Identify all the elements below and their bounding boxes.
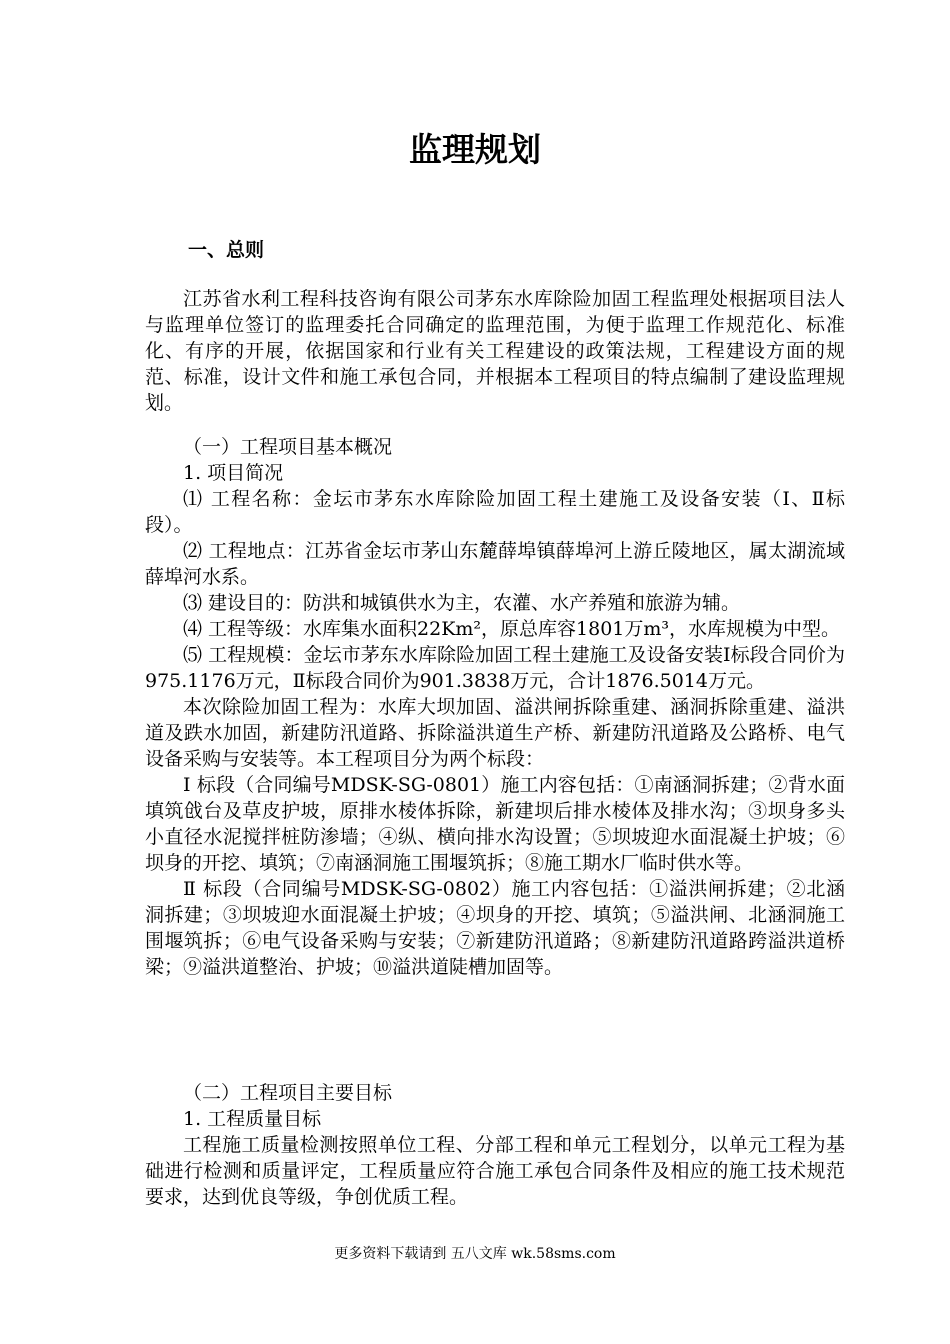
scope-paragraph: 本次除险加固工程为：水库大坝加固、溢洪闸拆除重建、涵洞拆除重建、溢洪道及跌水加固，新建防汛道路、拆除溢洪道生产桥、新建防汛道路及公路桥、电气设备采购与安装等。本工程项目分为两个标段： — [145, 696, 845, 770]
item-project-scale: ⑸ 工程规模：金坛市茅东水库除险加固工程土建施工及设备安装Ⅰ标段合同价为975.1176万元，Ⅱ标段合同价为901.3838万元，合计1876.5014万元。 — [145, 644, 845, 692]
section-one-paragraph: Ⅰ 标段（合同编号MDSK-SG-0801）施工内容包括：①南涵洞拆建；②背水面填筑戗台及草皮护坡，原排水棱体拆除，新建坝后排水棱体及排水沟；③坝身多头小直径水泥搅拌桩防渗墙；④纵、横向排水沟设置；⑤坝坡迎水面混凝土护坡；⑥坝身的开挖、填筑；⑦南涵洞施工围堰筑拆；⑧施工期水厂临时供水等。 — [145, 774, 845, 874]
intro-block — [145, 286, 845, 416]
objectives-block — [145, 1080, 845, 1210]
subsection-heading-overview: （一）工程项目基本概况 — [183, 436, 393, 458]
section-heading-general: 一、总则 — [188, 239, 265, 261]
section-two-paragraph: Ⅱ 标段（合同编号MDSK-SG-0802）施工内容包括：①溢洪闸拆建；②北涵洞拆建；③坝坡迎水面混凝土护坡；④坝身的开挖、填筑；⑤溢洪闸、北涵洞施工围堰筑拆；⑥电气设备采购与安装；⑦新建防汛道路；⑧新建防汛道路跨溢洪道桥梁；⑨溢洪道整治、护坡；⑩溢洪道陡槽加固等。 — [145, 878, 845, 978]
item-heading-project-brief: 1. 项目简况 — [183, 462, 284, 484]
item-heading-quality: 1. 工程质量目标 — [183, 1108, 322, 1130]
footer-note: 更多资料下载请到 五八文库 wk.58sms.com — [334, 1246, 616, 1262]
page-title: 监理规划 — [409, 130, 541, 169]
subsection-heading-objectives: （二）工程项目主要目标 — [183, 1082, 393, 1104]
item-project-purpose: ⑶ 建设目的：防洪和城镇供水为主，农灌、水产养殖和旅游为辅。 — [183, 592, 741, 614]
quality-paragraph: 工程施工质量检测按照单位工程、分部工程和单元工程划分，以单元工程为基础进行检测和质量评定，工程质量应符合施工承包合同条件及相应的施工技术规范要求，达到优良等级，争创优质工程。 — [145, 1134, 845, 1208]
overview-block — [145, 434, 845, 980]
item-project-grade: ⑷ 工程等级：水库集水面积22Km²，原总库容1801万m³，水库规模为中型。 — [183, 618, 841, 640]
item-project-name: ⑴ 工程名称：金坛市茅东水库除险加固工程土建施工及设备安装（Ⅰ、Ⅱ标段）。 — [145, 488, 845, 536]
item-project-location: ⑵ 工程地点：江苏省金坛市茅山东麓薛埠镇薛埠河上游丘陵地区，属太湖流域薛埠河水系。 — [145, 540, 845, 588]
intro-paragraph: 江苏省水利工程科技咨询有限公司茅东水库除险加固工程监理处根据项目法人与监理单位签订的监理委托合同确定的监理范围，为便于监理工作规范化、标准化、有序的开展，依据国家和行业有关工程建设的政策法规，工程建设方面的规范、标准，设计文件和施工承包合同，并根据本工程项目的特点编制了建设监理规划。 — [145, 288, 845, 414]
